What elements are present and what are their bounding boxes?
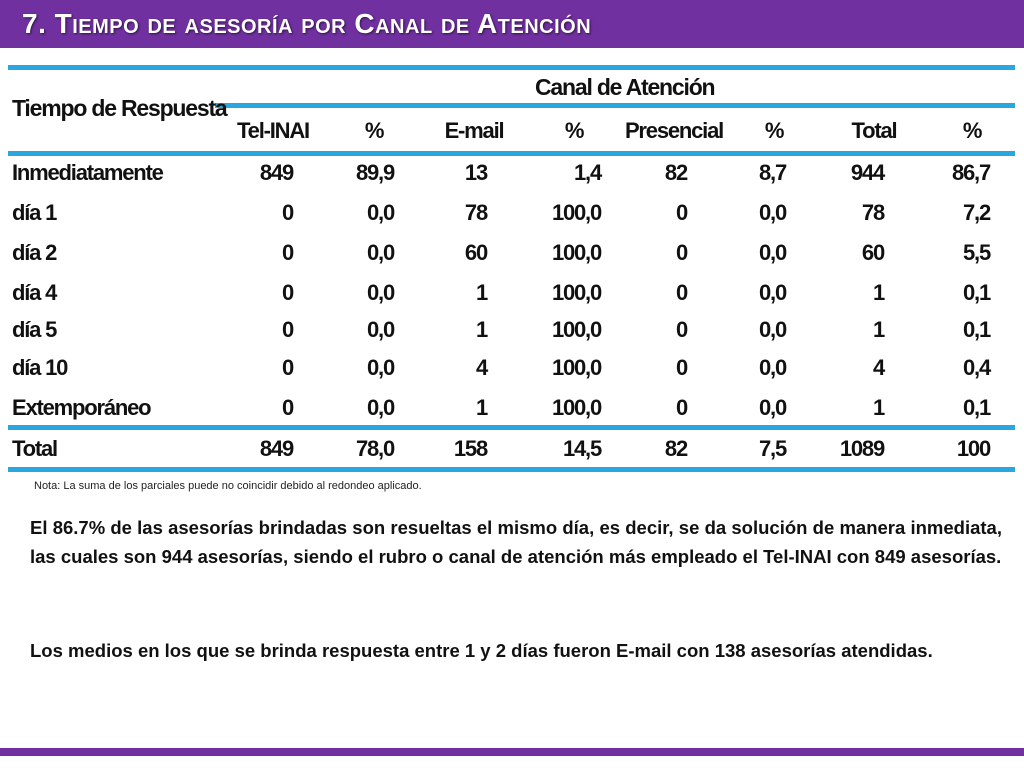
table-row-cell: 89,9 [355, 160, 394, 185]
table-row-cell: 1,4 [574, 160, 601, 185]
table-row-cell: 4 [475, 355, 487, 380]
table-row-cell: 1 [475, 395, 487, 420]
table-row-cell: 8,7 [759, 160, 786, 185]
table-row-label: día 4 [12, 280, 57, 305]
bottom-bar [0, 748, 1024, 756]
table-row-cell: 1 [475, 317, 487, 342]
table-row-cell: 13 [464, 160, 487, 185]
table-row-cell: 0,0 [759, 200, 786, 225]
table-row-cell: 1 [872, 317, 884, 342]
table-row-cell: 100,0 [551, 240, 601, 265]
table-row-cell: 100,0 [551, 200, 601, 225]
total-row-cell: 1089 [839, 436, 884, 461]
table-row-cell: 0,0 [367, 317, 394, 342]
table-row-cell: 0,0 [759, 317, 786, 342]
total-row-cell: 78,0 [355, 436, 394, 461]
total-row-cell: 849 [259, 436, 293, 461]
table-row-cell: 0,0 [367, 280, 394, 305]
table-row-cell: 78 [464, 200, 487, 225]
column-header: % [564, 118, 584, 143]
table-row-label: día 1 [12, 200, 57, 225]
total-top-rule [8, 425, 1015, 430]
table-row-cell: 1 [475, 280, 487, 305]
column-header: E-mail [444, 118, 504, 143]
paragraph-2: Los medios en los que se brinda respuesta entre 1 y 2 días fueron E-mail con 138 asesorías atendidas. [30, 640, 933, 661]
table-row-cell: 0,1 [963, 280, 990, 305]
column-header: Total [851, 118, 897, 143]
header-rule [215, 103, 1015, 108]
table-row-cell: 0 [281, 355, 293, 380]
table-row-label: día 10 [12, 355, 68, 380]
table-row-cell: 100,0 [551, 317, 601, 342]
table-row-cell: 86,7 [951, 160, 990, 185]
table-row-cell: 0 [675, 280, 687, 305]
column-header: % [764, 118, 784, 143]
column-header: % [364, 118, 384, 143]
table-row-cell: 78 [861, 200, 884, 225]
column-header: % [962, 118, 982, 143]
page-title: 7. Tiempo de asesoría por Canal de Atención [22, 8, 592, 39]
table-note: Nota: La suma de los parciales puede no coincidir debido al redondeo aplicado. [34, 480, 422, 492]
header-bottom-rule [8, 151, 1015, 156]
total-row-cell: 7,5 [759, 436, 786, 461]
table-row-cell: 0,0 [759, 395, 786, 420]
table-top-rule [8, 65, 1015, 70]
group-header: Canal de Atención [535, 74, 715, 100]
table-row-label: día 2 [12, 240, 57, 265]
total-row-label: Total [12, 436, 57, 461]
table-row-cell: 0,0 [759, 240, 786, 265]
table-row-cell: 0 [281, 395, 293, 420]
table-row-cell: 100,0 [551, 395, 601, 420]
table-row-cell: 0,4 [963, 355, 990, 380]
table-row-cell: 0,1 [963, 317, 990, 342]
paragraph-1: El 86.7% de las asesorías brindadas son resueltas el mismo día, es decir, se da solución de manera inmediata, las cuales son 944 asesorías, siendo el rubro o canal de atención más empleado el Tel-INAI con 849 asesorías. [30, 517, 1002, 567]
column-header: Presencial [624, 118, 724, 143]
total-row-cell: 158 [453, 436, 487, 461]
table-row-cell: 1 [872, 395, 884, 420]
table-row-cell: 100,0 [551, 355, 601, 380]
table-row-label: día 5 [12, 317, 57, 342]
table-row-cell: 849 [259, 160, 293, 185]
table-row-cell: 5,5 [963, 240, 990, 265]
table-row-cell: 0 [281, 317, 293, 342]
table-row-cell: 0 [675, 355, 687, 380]
table-row-cell: 0,0 [367, 355, 394, 380]
table-row-cell: 0,0 [759, 280, 786, 305]
table-row-cell: 0,0 [367, 240, 394, 265]
table-row-cell: 0 [675, 240, 687, 265]
table-row-cell: 0 [675, 317, 687, 342]
table-row-cell: 4 [872, 355, 884, 380]
table-row-cell: 0,0 [759, 355, 786, 380]
table-row-cell: 60 [464, 240, 487, 265]
table-row-cell: 0,0 [367, 395, 394, 420]
column-header: Tel-INAI [237, 118, 309, 143]
table-row-cell: 82 [664, 160, 687, 185]
table-row-cell: 0 [675, 395, 687, 420]
table-row-cell: 100,0 [551, 280, 601, 305]
table-row-cell: 0,1 [963, 395, 990, 420]
table-row-cell: 60 [861, 240, 884, 265]
table-row-cell: 944 [850, 160, 884, 185]
row-header: Tiempo de Respuesta [12, 95, 227, 121]
total-row-cell: 82 [664, 436, 687, 461]
table-row-cell: 1 [872, 280, 884, 305]
table-row-cell: 0 [281, 240, 293, 265]
table-row-label: Inmediatamente [12, 160, 163, 185]
total-row-cell: 100 [956, 436, 990, 461]
total-row-cell: 14,5 [562, 436, 601, 461]
table-row-cell: 0,0 [367, 200, 394, 225]
table-row-cell: 0 [281, 280, 293, 305]
table-row-cell: 0 [281, 200, 293, 225]
table-row-label: Extemporáneo [12, 395, 151, 420]
table-row-cell: 0 [675, 200, 687, 225]
total-bottom-rule [8, 467, 1015, 472]
table-row-cell: 7,2 [963, 200, 990, 225]
